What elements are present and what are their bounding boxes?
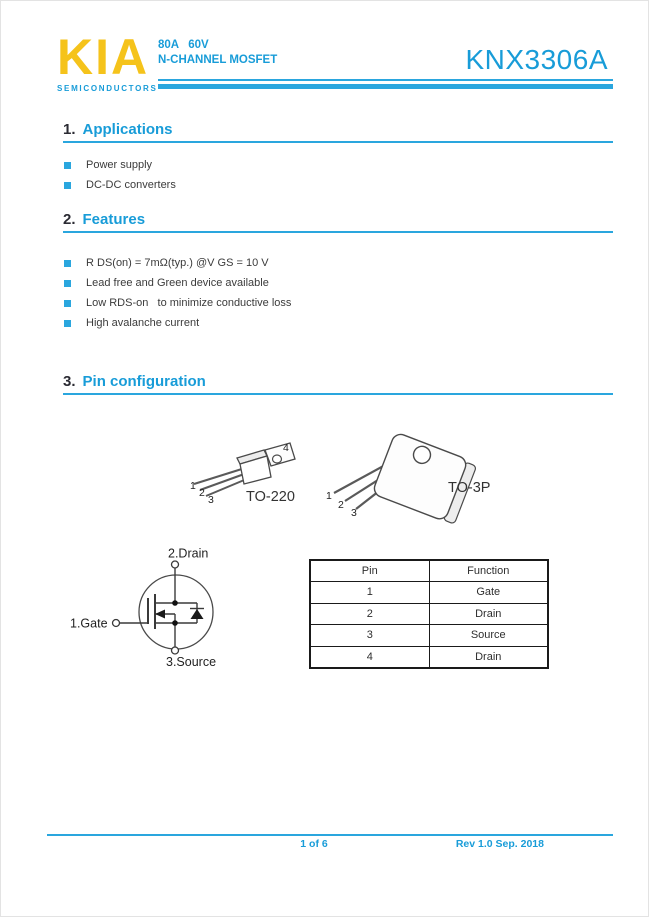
features-list	[64, 253, 291, 333]
body-arrow-icon	[155, 610, 165, 619]
table-row	[310, 582, 548, 604]
page-number: 1 of 6	[300, 838, 328, 850]
mosfet-symbol-diagram	[61, 539, 251, 684]
function-cell: Drain	[429, 603, 548, 625]
to3p-pin-1-label: 1	[326, 490, 332, 502]
to3p-pin-2-label: 2	[338, 499, 344, 511]
to220-pin-3-label: 3	[208, 494, 214, 506]
list-item	[64, 155, 176, 175]
list-item-text: Lead free and Green device available	[86, 277, 269, 289]
header-device-summary	[158, 38, 277, 68]
pin-cell: 2	[310, 603, 429, 625]
header-rating: 80A 60V	[158, 39, 209, 51]
source-junction-dot	[172, 620, 178, 626]
section-heading	[63, 211, 613, 233]
to220-mounting-hole	[273, 455, 282, 463]
bullet-icon	[64, 300, 71, 307]
list-item	[64, 273, 291, 293]
section-heading	[63, 121, 613, 143]
section-number: 2.	[63, 211, 76, 228]
to3p-package-label: TO-3P	[448, 480, 491, 496]
pin-function-table	[309, 559, 549, 669]
section-title: Applications	[82, 121, 173, 138]
list-item	[64, 313, 291, 333]
bullet-icon	[64, 162, 71, 169]
bullet-icon	[64, 260, 71, 267]
gate-terminal	[113, 620, 120, 627]
table-row	[310, 603, 548, 625]
pin-cell: 4	[310, 646, 429, 668]
drain-label: 2.Drain	[168, 546, 209, 561]
source-label: 3.Source	[166, 655, 217, 669]
table-row	[310, 625, 548, 647]
table-header-row	[310, 560, 548, 582]
kia-logo-subtext: SEMICONDUCTORS	[57, 84, 158, 93]
gate-label: 1.Gate	[70, 616, 108, 631]
list-item-text: Power supply	[86, 159, 153, 171]
footer-rule	[47, 834, 613, 836]
kia-logo-text: KIA	[57, 29, 150, 85]
function-cell: Gate	[429, 582, 548, 604]
section-heading	[63, 373, 613, 395]
to3p-body	[372, 432, 478, 525]
section-number: 3.	[63, 373, 76, 390]
pin-column-header: Pin	[310, 560, 429, 582]
list-item-text: DC-DC converters	[86, 179, 176, 191]
list-item	[64, 253, 291, 273]
section-features	[63, 211, 613, 233]
source-terminal	[172, 647, 179, 654]
function-cell: Drain	[429, 646, 548, 668]
symbol-outline-circle	[139, 575, 213, 649]
function-column-header: Function	[429, 560, 548, 582]
list-item-text: Low RDS-on to minimize conductive loss	[86, 297, 292, 309]
to220-package-label: TO-220	[246, 489, 295, 505]
to220-pin-1-label: 1	[190, 480, 196, 492]
to3p-package-drawing	[321, 419, 496, 527]
bullet-icon	[64, 280, 71, 287]
to220-tab-pin-label: 4	[283, 442, 289, 454]
section-title: Features	[82, 211, 146, 228]
section-number: 1.	[63, 121, 76, 138]
to220-pin-2-label: 2	[199, 487, 205, 499]
part-number: KNX3306A	[465, 44, 608, 75]
pin-cell: 3	[310, 625, 429, 647]
header-rule-thin	[158, 79, 613, 81]
to220-package-drawing	[187, 427, 335, 513]
kia-logo	[57, 29, 158, 93]
applications-list	[64, 155, 176, 195]
drain-terminal	[172, 561, 179, 568]
header-device-type: N-CHANNEL MOSFET	[158, 54, 278, 66]
body-diode-icon	[191, 609, 204, 619]
drain-junction-dot	[172, 600, 178, 606]
list-item-text: High avalanche current	[86, 317, 200, 329]
symbol-wires	[120, 568, 205, 647]
list-item-text: R DS(on) = 7mΩ(typ.) @V GS = 10 V	[86, 257, 269, 269]
section-title: Pin configuration	[82, 373, 206, 390]
section-pin-configuration	[63, 373, 613, 395]
revision-label: Rev 1.0 Sep. 2018	[455, 838, 544, 850]
section-applications	[63, 121, 613, 143]
function-cell: Source	[429, 625, 548, 647]
header-rule-thick	[158, 84, 613, 89]
bullet-icon	[64, 182, 71, 189]
list-item	[64, 293, 291, 313]
pin-cell: 1	[310, 582, 429, 604]
table-row	[310, 646, 548, 668]
list-item	[64, 175, 176, 195]
to3p-pin-3-label: 3	[351, 507, 357, 519]
bullet-icon	[64, 320, 71, 327]
